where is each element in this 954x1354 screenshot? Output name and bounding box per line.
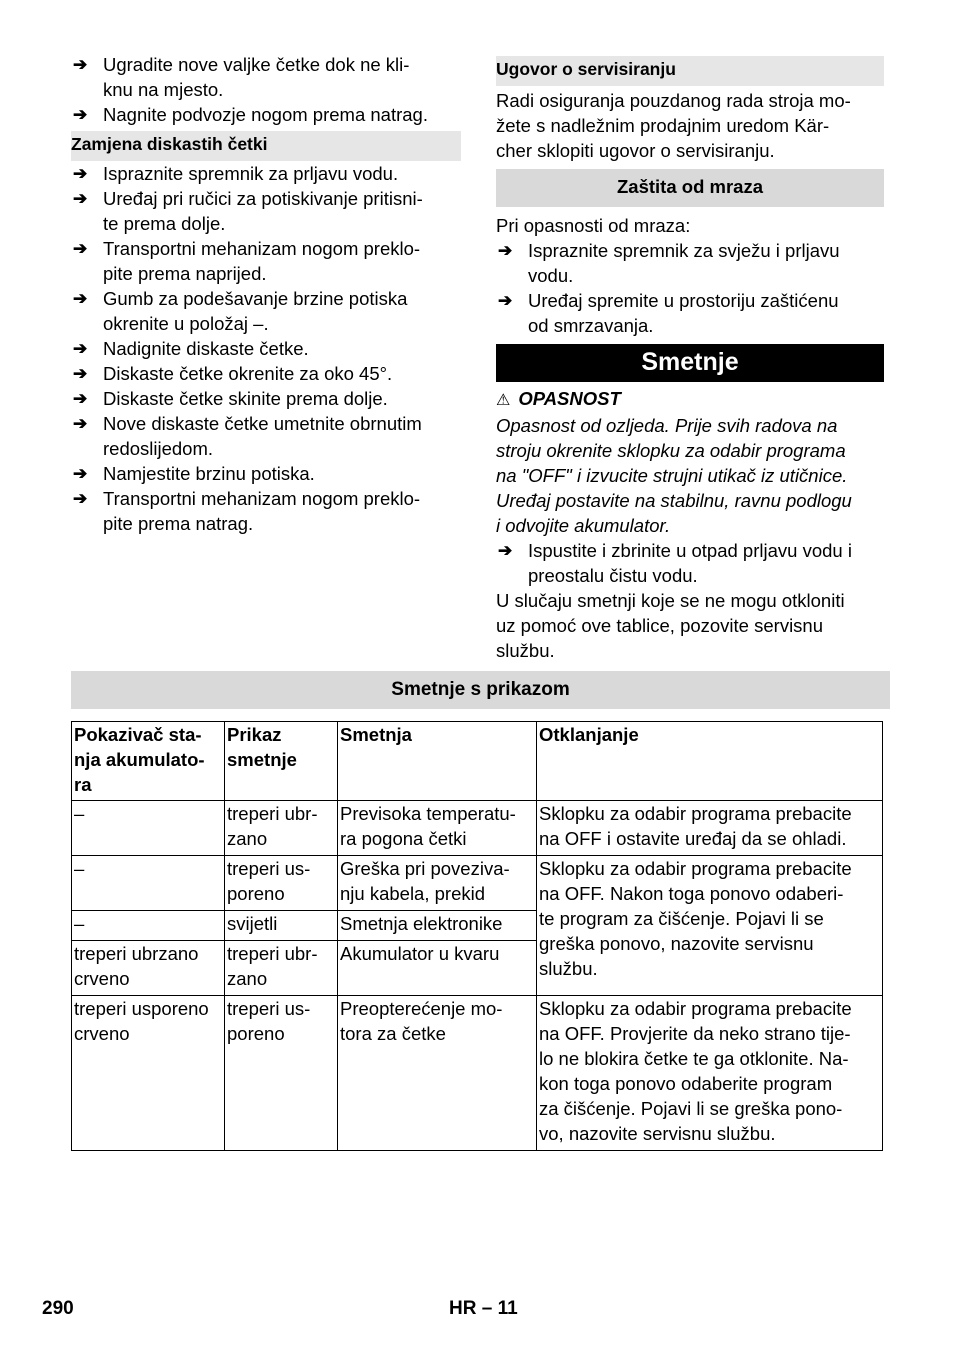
text-line: Diskaste četke okrenite za oko 45°.: [103, 363, 393, 384]
fault-table-title: Smetnje s prikazom: [71, 671, 890, 709]
table-header-cell: [225, 722, 338, 801]
cell-line: Sklopku za odabir programa prebacite: [539, 803, 852, 824]
list-item: [71, 486, 461, 536]
header-line: Pokazivač sta-: [74, 724, 202, 745]
cell-line: treperi us-: [227, 998, 311, 1019]
danger-label: OPASNOST: [518, 388, 621, 409]
arrow-right-icon: ➔: [73, 189, 88, 208]
text-line: Namjestite brzinu potiska.: [103, 463, 315, 484]
arrow-right-icon: ➔: [498, 541, 513, 560]
table-row: [72, 856, 883, 911]
cell-line: treperi ubr-: [227, 943, 318, 964]
text-line: Transportni mehanizam nogom preklo-: [103, 488, 421, 509]
text-line: Ispraznite spremnik za svježu i prljavu: [528, 240, 840, 261]
arrow-right-icon: ➔: [73, 239, 88, 258]
table-cell-battery: [72, 941, 225, 996]
text-line: pite prema natrag.: [103, 513, 254, 534]
list-item: [71, 411, 461, 461]
text-line: Radi osiguranja pouzdanog rada stroja mo-: [496, 90, 851, 111]
text-line: knu na mjesto.: [103, 79, 224, 100]
list-item: [71, 236, 461, 286]
cell-line: Sklopku za odabir programa prebacite: [539, 998, 852, 1019]
cell-line: treperi usporeno: [74, 998, 209, 1019]
cell-line: na OFF. Nakon toga ponovo odaberi-: [539, 883, 844, 904]
left-column: [71, 52, 461, 536]
list-item: [71, 102, 461, 127]
table-cell-battery: [72, 856, 225, 911]
text-line: redoslijedom.: [103, 438, 214, 459]
cell-line: –: [74, 913, 85, 934]
cell-line: Akumulator u kvaru: [340, 943, 500, 964]
header-line: Smetnja: [340, 724, 412, 745]
text-line: U slučaju smetnji koje se ne mogu otkloniti: [496, 590, 845, 611]
arrow-right-icon: ➔: [73, 489, 88, 508]
cell-line: Preopterećenje mo-: [340, 998, 503, 1019]
list-item: [496, 238, 884, 288]
list-item: [496, 538, 884, 588]
warning-triangle-icon: ⚠: [496, 392, 511, 409]
cell-line: tora za četke: [340, 1023, 446, 1044]
frost-steps: [496, 238, 884, 338]
arrow-right-icon: ➔: [73, 389, 88, 408]
table-cell-display: [225, 941, 338, 996]
cell-line: kon toga ponovo odaberite program: [539, 1073, 833, 1094]
text-line: Diskaste četke skinite prema dolje.: [103, 388, 388, 409]
text-line: Ispraznite spremnik za prljavu vodu.: [103, 163, 399, 184]
table-cell-fault: [338, 856, 537, 911]
language-page-label: HR – 11: [449, 1298, 518, 1319]
arrow-right-icon: ➔: [73, 164, 88, 183]
text-line: Transportni mehanizam nogom preklo-: [103, 238, 421, 259]
text-line: na "OFF" i izvucite strujni utikač iz utičnice.: [496, 465, 848, 486]
text-line: vodu.: [528, 265, 574, 286]
text-line: Ugradite nove valjke četke dok ne kli-: [103, 54, 410, 75]
arrow-right-icon: ➔: [73, 105, 88, 124]
header-line: ra: [74, 774, 92, 795]
table-cell-battery: [72, 996, 225, 1151]
drain-step: [496, 538, 884, 588]
cell-line: poreno: [227, 1023, 285, 1044]
text-line: i odvojite akumulator.: [496, 515, 671, 536]
section-title-service-contract: Ugovor o servisiranju: [496, 56, 884, 86]
cell-line: na OFF. Provjerite da neko strano tije-: [539, 1023, 851, 1044]
cell-line: te program za čišćenje. Pojavi li se: [539, 908, 824, 929]
cell-line: Smetnja elektronike: [340, 913, 503, 934]
cell-line: treperi ubr-: [227, 803, 318, 824]
arrow-right-icon: ➔: [73, 339, 88, 358]
table-cell-display: [225, 856, 338, 911]
intro-bullet-list: [71, 52, 461, 127]
cell-line: poreno: [227, 883, 285, 904]
cell-line: zano: [227, 968, 268, 989]
fault-table: [71, 721, 883, 1151]
section-title-frost-protection: Zaštita od mraza: [496, 169, 884, 207]
header-line: Otklanjanje: [539, 724, 639, 745]
service-contract-text: [496, 88, 884, 163]
cell-line: nju kabela, prekid: [340, 883, 486, 904]
arrow-right-icon: ➔: [498, 291, 513, 310]
table-cell-display: [225, 911, 338, 941]
header-line: smetnje: [227, 749, 297, 770]
cell-line: na OFF i ostavite uređaj da se ohladi.: [539, 828, 847, 849]
text-line: stroju okrenite sklopku za odabir programa: [496, 440, 846, 461]
arrow-right-icon: ➔: [73, 289, 88, 308]
table-cell-battery: [72, 801, 225, 856]
table-cell-display: [225, 996, 338, 1151]
section-title-brush-replacement: Zamjena diskastih četki: [71, 131, 461, 161]
text-line: pite prema naprijed.: [103, 263, 267, 284]
text-line: službu.: [496, 640, 555, 661]
text-line: te prema dolje.: [103, 213, 226, 234]
cell-line: vo, nazovite servisnu službu.: [539, 1123, 776, 1144]
cell-line: Greška pri poveziva-: [340, 858, 510, 879]
cell-line: treperi ubrzano: [74, 943, 199, 964]
header-line: Prikaz: [227, 724, 282, 745]
list-item: [71, 386, 461, 411]
text-line: od smrzavanja.: [528, 315, 654, 336]
arrow-right-icon: ➔: [73, 55, 88, 74]
text-line: uz pomoć ove tablice, pozovite servisnu: [496, 615, 824, 636]
page-number: 290: [42, 1298, 74, 1319]
cell-line: za čišćenje. Pojavi li se greška pono-: [539, 1098, 843, 1119]
table-cell-remedy: [537, 996, 883, 1151]
cell-line: –: [74, 803, 85, 824]
right-column: [496, 52, 884, 663]
list-item: [71, 286, 461, 336]
text-line: Uređaj pri ručici za potiskivanje pritisni-: [103, 188, 423, 209]
list-item: [71, 161, 461, 186]
list-item: [71, 336, 461, 361]
text-line: Opasnost od ozljeda. Prije svih radova na: [496, 415, 838, 436]
list-item: [496, 288, 884, 338]
danger-heading: [496, 386, 884, 413]
table-header-cell: [537, 722, 883, 801]
cell-line: –: [74, 858, 85, 879]
text-line: preostalu čistu vodu.: [528, 565, 698, 586]
table-row: [72, 996, 883, 1151]
list-item: [71, 361, 461, 386]
cell-line: Sklopku za odabir programa prebacite: [539, 858, 852, 879]
text-line: žete s nadležnim prodajnim uredom Kär-: [496, 115, 830, 136]
table-body: [72, 801, 883, 1151]
table-cell-remedy: [537, 801, 883, 856]
table-header-row: [72, 722, 883, 801]
table-cell-battery: [72, 911, 225, 941]
cell-line: zano: [227, 828, 268, 849]
list-item: [71, 461, 461, 486]
text-line: Gumb za podešavanje brzine potiska: [103, 288, 408, 309]
text-line: Nadignite diskaste četke.: [103, 338, 309, 359]
text-line: Nagnite podvozje nogom prema natrag.: [103, 104, 428, 125]
arrow-right-icon: ➔: [73, 364, 88, 383]
cell-line: crveno: [74, 968, 130, 989]
table-header-cell: [338, 722, 537, 801]
table-cell-fault: [338, 801, 537, 856]
table-cell-fault: [338, 941, 537, 996]
table-cell-fault: [338, 911, 537, 941]
text-line: Uređaj spremite u prostoriju zaštićenu: [528, 290, 839, 311]
cell-line: treperi us-: [227, 858, 311, 879]
text-line: Uređaj postavite na stabilnu, ravnu podlogu: [496, 490, 852, 511]
cell-line: službu.: [539, 958, 598, 979]
text-line: okrenite u položaj –.: [103, 313, 269, 334]
cell-line: greška ponovo, nazovite servisnu: [539, 933, 814, 954]
closing-text: [496, 588, 884, 663]
text-line: cher sklopiti ugovor o servisiranju.: [496, 140, 775, 161]
cell-line: crveno: [74, 1023, 130, 1044]
brush-replacement-steps: [71, 161, 461, 536]
list-item: [71, 186, 461, 236]
table-cell-display: [225, 801, 338, 856]
cell-line: ra pogona četki: [340, 828, 467, 849]
arrow-right-icon: ➔: [498, 241, 513, 260]
table-cell-fault: [338, 996, 537, 1151]
table-header-cell: [72, 722, 225, 801]
table-row: [72, 801, 883, 856]
text-line: Ispustite i zbrinite u otpad prljavu vodu i: [528, 540, 852, 561]
chapter-title-faults: Smetnje: [496, 344, 884, 382]
frost-intro: Pri opasnosti od mraza:: [496, 215, 691, 236]
table-cell-remedy: [537, 856, 883, 996]
text-line: Nove diskaste četke umetnite obrnutim: [103, 413, 422, 434]
cell-line: svijetli: [227, 913, 278, 934]
cell-line: Previsoka temperatu-: [340, 803, 516, 824]
arrow-right-icon: ➔: [73, 414, 88, 433]
list-item: [71, 52, 461, 102]
arrow-right-icon: ➔: [73, 464, 88, 483]
danger-text: [496, 413, 884, 538]
cell-line: lo ne blokira četke te ga otklonite. Na-: [539, 1048, 849, 1069]
header-line: nja akumulato-: [74, 749, 205, 770]
